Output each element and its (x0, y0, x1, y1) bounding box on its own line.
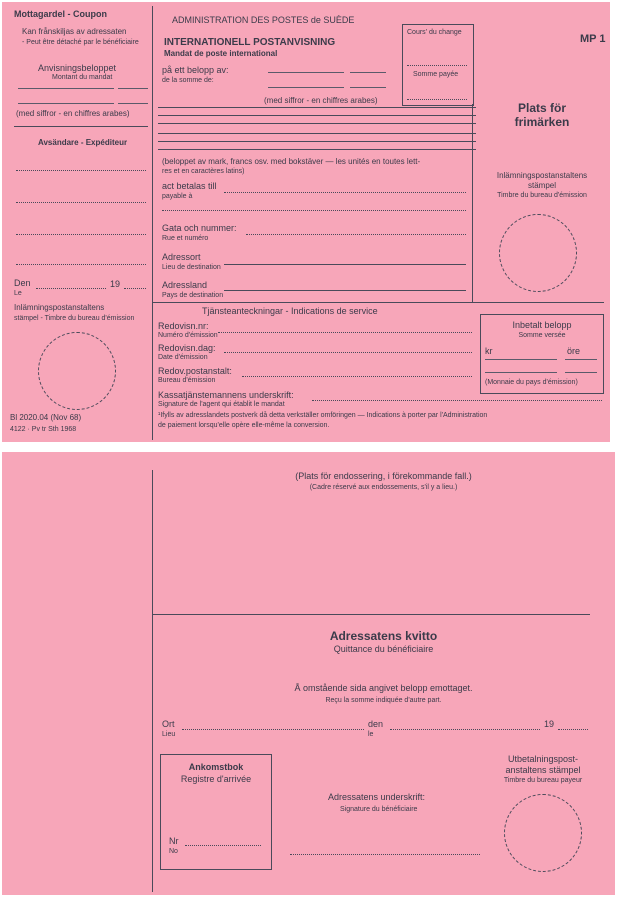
stamp-area-divider (472, 104, 473, 302)
receipt-subtitle: Quittance du bénéficiaire (333, 644, 434, 654)
country-field[interactable] (224, 290, 466, 291)
coupon-amount-label: Anvisningsbeloppet (38, 63, 117, 73)
ore-label: öre (567, 346, 581, 356)
amount-cents-field[interactable] (350, 72, 386, 88)
coupon-print-code: 4122 · Pv tr Sth 1968 (10, 426, 77, 433)
coupon-sender-label: Avsändare - Expéditeur (38, 138, 128, 147)
cashier-field[interactable] (312, 400, 602, 401)
amount-words-line-3[interactable] (158, 123, 476, 124)
place-label-fr: Lieu de destination (162, 264, 221, 271)
street-field[interactable] (246, 234, 466, 235)
pay-stamp-label-fr: Timbre du bureau payeur (503, 777, 583, 784)
cashier-label-fr: Signature de l'agent qui établit le mandat (158, 401, 285, 408)
payable-label: act betalas till (162, 181, 217, 191)
receipt-year-field[interactable] (558, 729, 588, 730)
redov-post-label-fr: Bureau d'émission (158, 377, 216, 384)
register-box (160, 754, 272, 870)
paid-amount-label: Somme payée (413, 71, 459, 78)
coupon-divider-vertical (152, 6, 153, 440)
redov-nr-label: Redovisn.nr: (158, 321, 209, 331)
coupon-year: 19 (110, 279, 121, 289)
endorsement-label-fr: (Cadre réservé aux endossements, s'il y a lieu.) (309, 484, 458, 491)
receipt-date-label: den (368, 719, 384, 729)
paid-in-ore-field[interactable] (565, 359, 597, 373)
redov-post-label: Redov.postanstalt: (158, 366, 232, 376)
amount-label: på ett belopp av: (162, 65, 229, 75)
coupon-date-label-fr: Le (14, 290, 22, 297)
stamp-space-label-2: frimärken (514, 115, 570, 129)
coupon-stamp-label: Inlämningspostanstaltens (14, 303, 105, 312)
country-label-fr: Pays de destination (162, 292, 224, 299)
register-label-fr: Registre d'arrivée (180, 774, 252, 784)
endorsement-label: (Plats för endossering, i förekommande fall.) (295, 471, 472, 481)
paid-in-label: Inbetalt belopp (512, 320, 572, 330)
place-field[interactable] (224, 264, 466, 265)
amount-words-line-2[interactable] (158, 115, 476, 116)
coupon-sender-line-4[interactable] (16, 264, 146, 265)
register-nr-field[interactable] (185, 845, 261, 846)
kr-label: kr (485, 346, 493, 356)
pay-stamp-circle (504, 794, 582, 872)
payee-field-2[interactable] (162, 210, 466, 211)
currency-note: (Monnaie du pays d'émission) (485, 379, 578, 386)
exchange-rate-field[interactable] (407, 65, 467, 66)
redov-dag-label: Redovisn.dag: (158, 343, 216, 353)
coupon-detach-note: Kan frånskiljas av adressaten (22, 27, 127, 36)
coupon-date-label: Den (14, 278, 31, 288)
postmark-circle (499, 214, 577, 292)
register-no-label: No (169, 848, 178, 855)
coupon-sender-line-1[interactable] (16, 170, 146, 171)
signature-label-fr: Signature du bénéficiaire (340, 806, 418, 813)
amount-digits-note: (med siffror - en chiffres arabes) (264, 96, 378, 105)
form-title-fr: Mandat de poste international (164, 49, 278, 58)
coupon-title: Mottagardel - Coupon (14, 9, 107, 19)
amount-label-fr: de la somme de: (162, 77, 214, 84)
amount-words-line-5[interactable] (158, 141, 476, 142)
amount-words-line-4[interactable] (158, 133, 476, 134)
coupon-postmark-circle (38, 332, 116, 410)
form-title: INTERNATIONELL POSTANVISNING (164, 37, 336, 48)
service-divider (152, 302, 604, 303)
cashier-label: Kassatjänstemannens underskrift: (158, 390, 294, 400)
register-nr-label: Nr (169, 836, 179, 846)
pay-stamp-label-2: anstaltens stämpel (505, 765, 581, 775)
signature-field[interactable] (290, 854, 480, 855)
service-title: Tjänsteanteckningar - Indications de service (202, 306, 378, 316)
register-label: Ankomstbok (188, 762, 244, 772)
form-id: MP 1 (580, 33, 606, 45)
coupon-date-field[interactable] (36, 288, 106, 289)
amount-digits-field[interactable] (268, 72, 344, 88)
coupon-amount-field[interactable] (18, 88, 114, 104)
coupon-year-field[interactable] (124, 288, 146, 289)
country-label: Adressland (162, 280, 208, 290)
coupon-stamp-label-fr: stämpel - Timbre du bureau d'émission (14, 315, 135, 322)
redov-dag-label-fr: Date d'émission (158, 354, 208, 361)
redov-nr-field[interactable] (218, 332, 472, 333)
paid-in-box (480, 314, 604, 394)
receipt-place-label-fr: Lieu (162, 731, 176, 738)
receipt-date-field[interactable] (390, 729, 540, 730)
administration-label: ADMINISTRATION DES POSTES de SUÈDE (172, 15, 355, 25)
exchange-rate-label: Cours' du change (407, 29, 462, 36)
coupon-sender-line-2[interactable] (16, 202, 146, 203)
paid-in-label-fr: Somme versée (518, 332, 566, 339)
receipt-divider-vertical (152, 470, 153, 892)
place-label: Adressort (162, 252, 201, 262)
coupon-digits-note: (med siffror - en chiffres arabes) (16, 109, 130, 118)
amount-words-note: (beloppet av mark, francs osv. med bokstäver — les unités en toutes lett- (162, 157, 421, 166)
street-label: Gata och nummer: (162, 223, 237, 233)
pay-stamp-label: Utbetalningspost- (507, 754, 579, 764)
coupon-divider (14, 126, 148, 127)
endorsement-divider (152, 614, 590, 615)
exchange-rate-box (402, 24, 474, 106)
receipt-title: Adressatens kvitto (329, 629, 438, 643)
receipt-date-label-fr: le (368, 731, 374, 738)
received-statement: Å omstående sida angivet belopp emottaget. (294, 683, 473, 693)
coupon-amount-label-fr: Montant du mandat (52, 74, 113, 81)
receipt-year: 19 (544, 719, 555, 729)
footnote-2: de paiement lorsqu'elle opère elle-même la conversion. (158, 422, 330, 429)
coupon-amount-cents-field[interactable] (118, 88, 148, 104)
payable-label-fr: payable à (162, 193, 193, 200)
coupon-detach-note-fr: - Peut être détaché par le bénéficiaire (22, 39, 139, 46)
paid-amount-field[interactable] (407, 99, 467, 100)
redov-post-field[interactable] (242, 376, 472, 377)
receipt-card (2, 452, 615, 895)
amount-words-line-1[interactable] (158, 107, 476, 108)
coupon-form-code: Bl 2020.04 (Nov 68) (10, 413, 82, 422)
street-label-fr: Rue et numéro (162, 235, 209, 242)
payee-field[interactable] (224, 192, 466, 193)
footnote: ¹Ifylls av adresslandets postverk då detta verkställer omföringen — Indications à porter par l'Administration (158, 412, 488, 419)
coupon-sender-line-3[interactable] (16, 234, 146, 235)
paid-in-kr-field[interactable] (485, 359, 557, 373)
received-statement-fr: Reçu la somme indiquée d'autre part. (325, 697, 442, 704)
redov-nr-label-fr: Numéro d'émission (158, 332, 218, 339)
stamp-space-label: Plats för (517, 101, 566, 115)
amount-words-line-6[interactable] (158, 149, 476, 150)
signature-label: Adressatens underskrift: (328, 792, 426, 802)
postmark-label-fr: Timbre du bureau d'émission (497, 192, 587, 199)
amount-words-note-2: res et en caractères latins) (162, 168, 245, 175)
postmark-label-2: stämpel (527, 181, 556, 190)
receipt-place-label: Ort (162, 719, 175, 729)
money-order-card (2, 2, 610, 442)
receipt-place-field[interactable] (182, 729, 364, 730)
postmark-label: Inlämningspostanstaltens (496, 171, 588, 180)
redov-dag-field[interactable] (224, 352, 472, 353)
